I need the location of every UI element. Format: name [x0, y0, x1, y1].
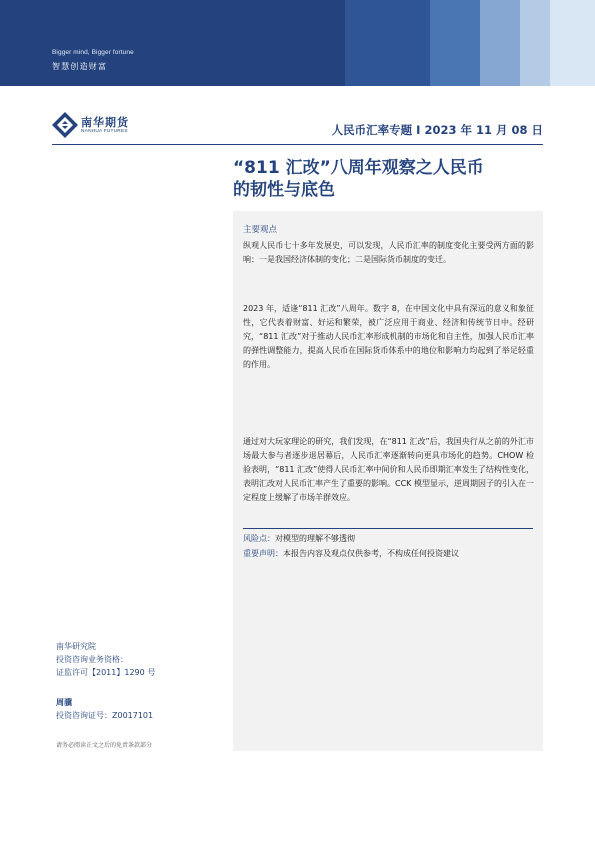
analyst-name: 周骥 [56, 698, 72, 707]
footer-disclaimer: 请务必阅读正文之后的免责条款部分 [56, 742, 153, 749]
banner-block [345, 0, 430, 86]
risk-statement [243, 533, 355, 545]
header-banner [0, 0, 595, 86]
institute-name: 南华研究院 [56, 642, 96, 651]
notice-text: 本报告内容及观点仅供参考，不构成任何投资建议 [283, 549, 459, 558]
report-title [233, 157, 545, 201]
summary-divider [243, 528, 533, 529]
banner-block [520, 0, 550, 86]
title-line: 的韧性与底色 [233, 180, 335, 200]
logo-name-chinese: 南华期货 [81, 116, 129, 129]
risk-label: 风险点： [243, 534, 275, 543]
summary-paragraph: 2023 年，适逢“811 汇改”八周年。数字 8，在中国文化中具有深远的意义和象征性，它代表着财富、好运和繁荣，被广泛应用于商业、经济和传统节日中。经研究，“811 汇改”对于推动人民币汇率形成机制的市场化和自主性，加强人民币汇率的弹性调整能力，提高人民币在国际货币体系中的地位和影响力均起到了举足轻重的作用。 [243, 304, 534, 369]
report-series-date: 人民币汇率专题 I 2023 年 11 月 08 日 [331, 123, 543, 137]
license-number: 证监许可【2011】1290 号 [56, 668, 156, 677]
banner-block [550, 0, 595, 86]
notice-label: 重要声明： [243, 549, 283, 558]
summary-paragraph: 通过对大玩家理论的研究，我们发现，在“811 汇改”后，我国央行从之前的外汇市场最大参与者逐步退居幕后，人民币汇率逐渐转向更具市场化的趋势。CHOW 检验表明，“811 汇改”使得人民币汇率中间价和人民币即期汇率发生了结构性变化，表明汇改对人民币汇率产生了重要的影响。CCK 模型显示，逆周期因子的引入在一定程度上缓解了市场羊群效应。 [243, 437, 534, 502]
company-logo [52, 112, 152, 138]
analyst-cert-number: 投资咨询证号：Z0017101 [56, 711, 154, 720]
summary-paragraph: 纵观人民币七十多年发展史，可以发现，人民币汇率的制度变化主要受两方面的影响：一是我国经济体制的变化；二是国际货币制度的变迁。 [243, 241, 534, 264]
nanhua-logo-icon [52, 112, 78, 138]
summary-box [233, 211, 543, 751]
qualification-label: 投资咨询业务资格： [56, 655, 128, 664]
banner-block [480, 0, 520, 86]
slogan-chinese: 智慧创造财富 [52, 62, 108, 71]
logo-name-english: NANHUA FUTURES [81, 129, 128, 134]
risk-text: 对模型的理解不够透彻 [275, 534, 355, 543]
header-divider [52, 144, 543, 145]
title-line: “811 汇改”八周年观察之人民币 [233, 158, 484, 178]
banner-block [430, 0, 480, 86]
slogan-english: Bigger mind, Bigger fortune [52, 49, 134, 56]
important-notice [243, 548, 459, 560]
summary-heading: 主要观点 [243, 225, 278, 235]
